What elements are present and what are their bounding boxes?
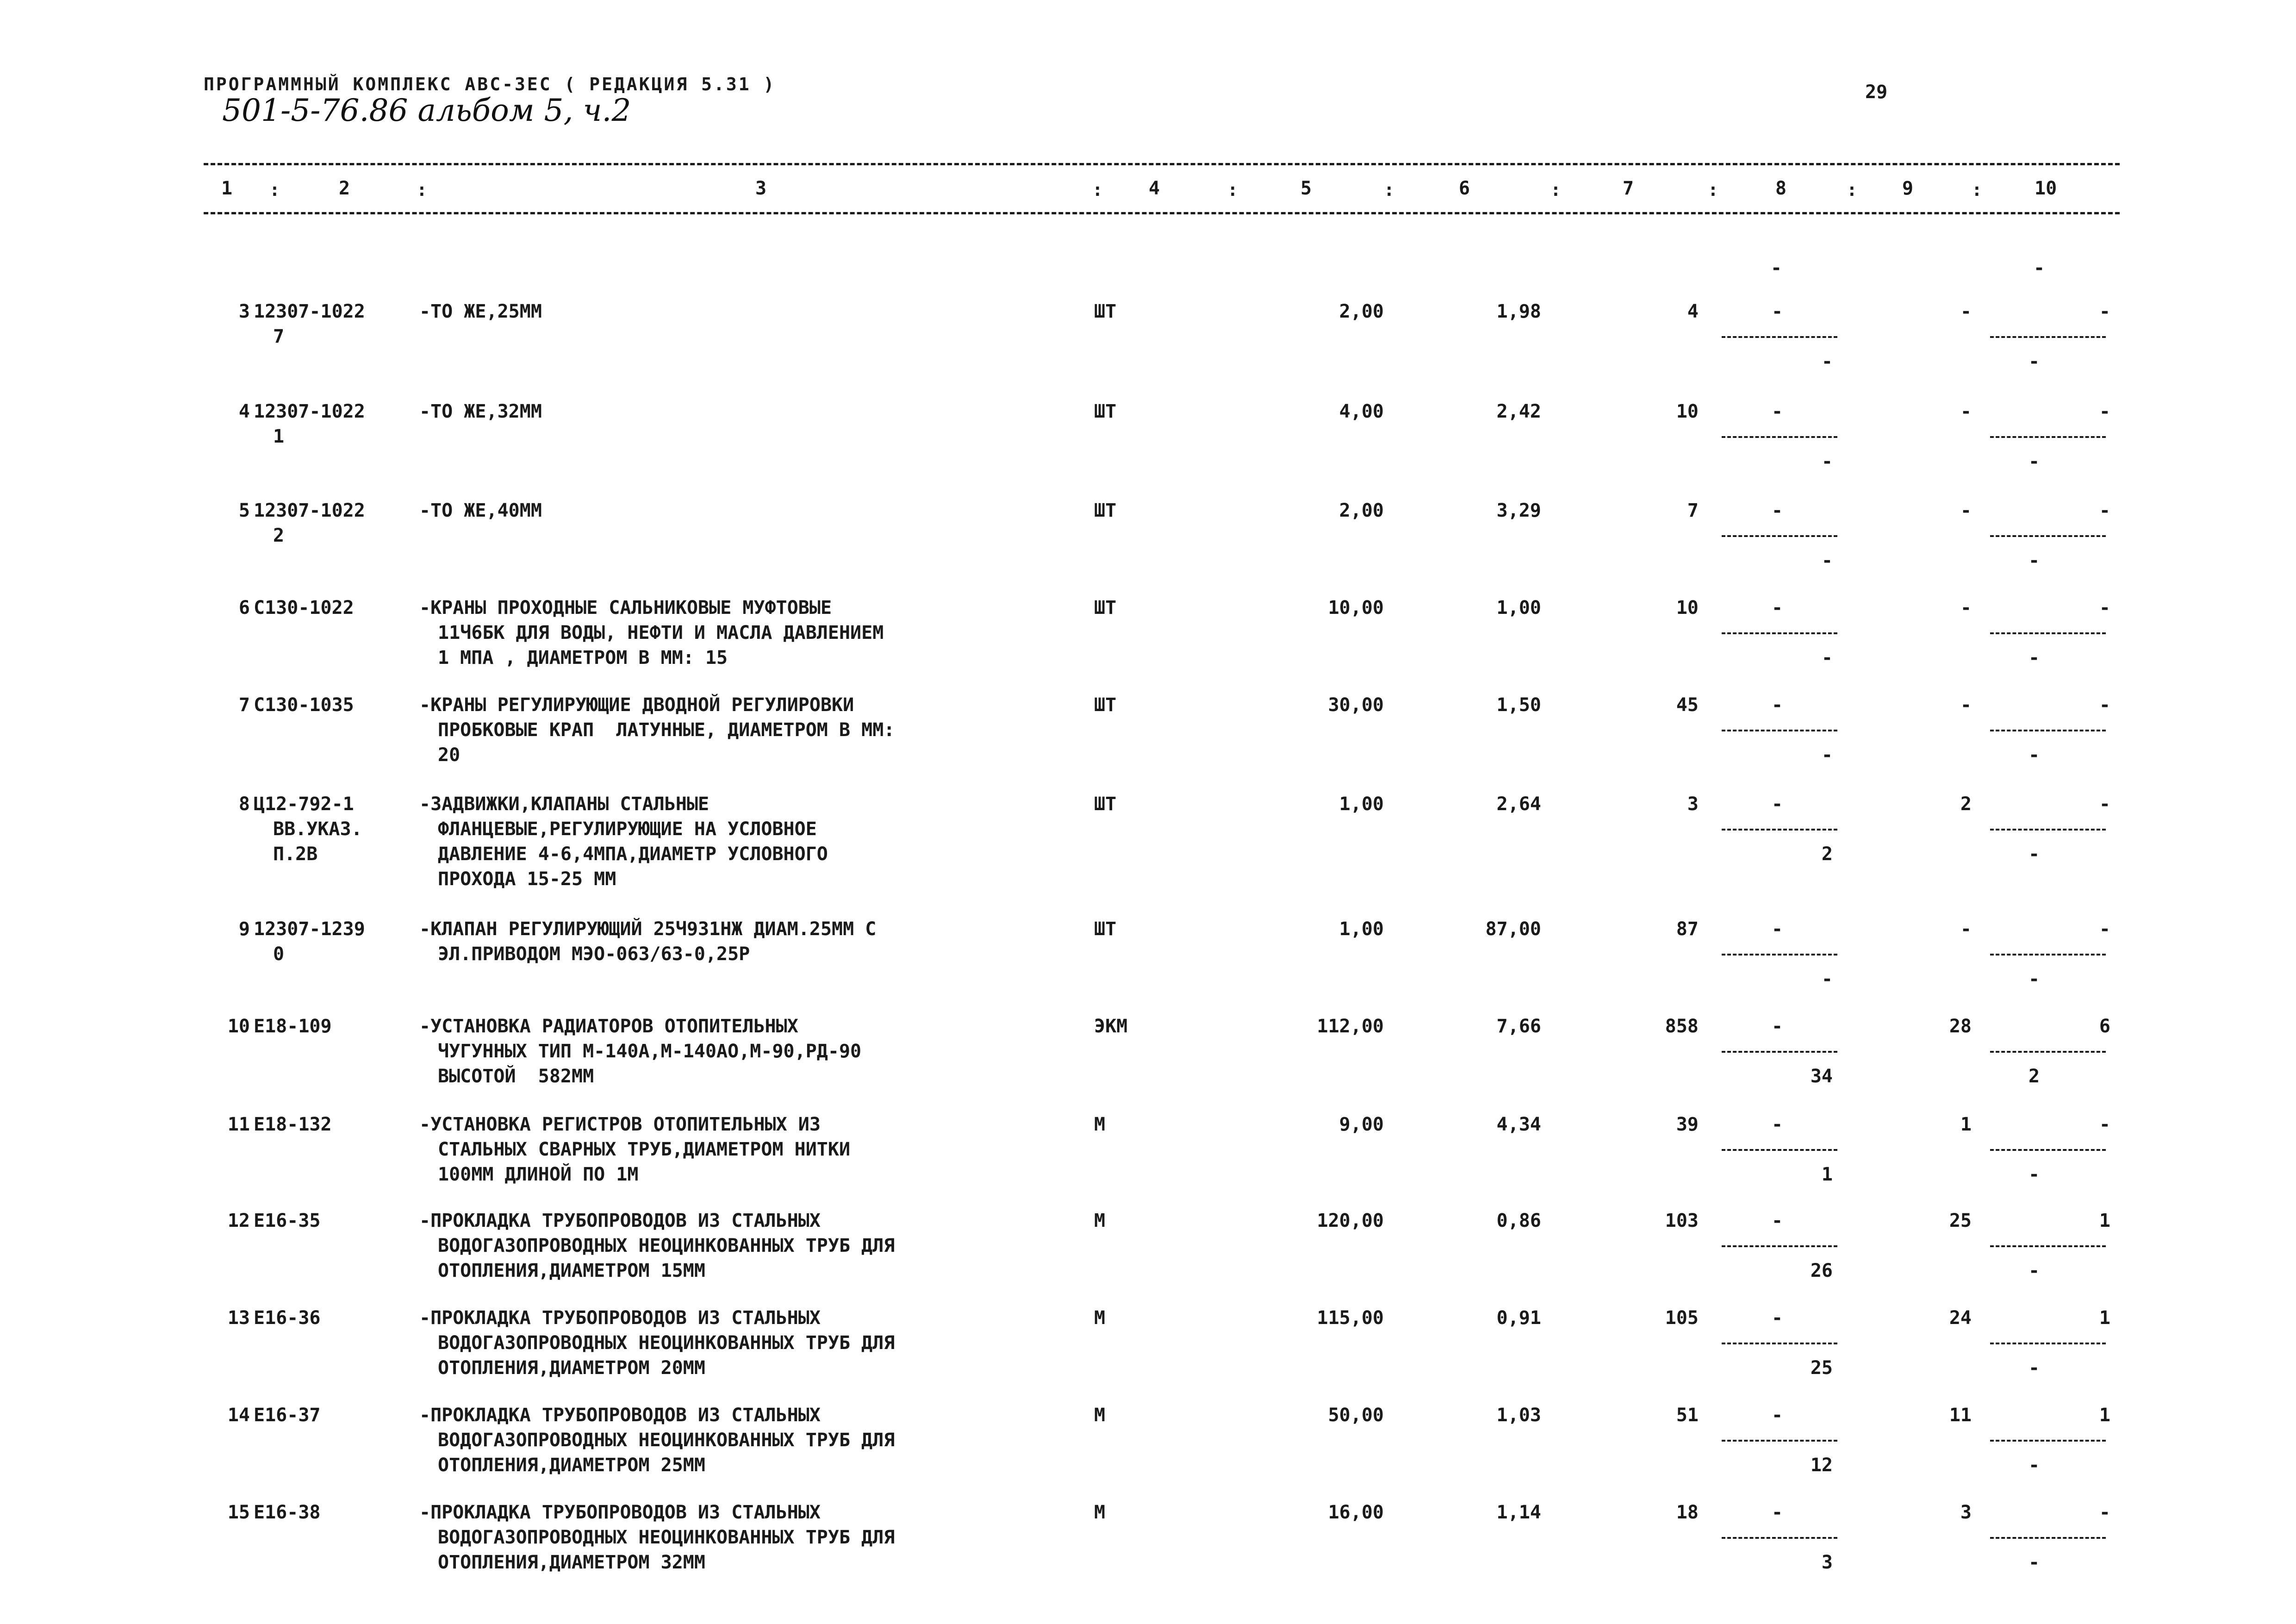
col9-value: -: [1960, 401, 1972, 422]
col10-lower: -: [2028, 1552, 2040, 1573]
col9-value: -: [1960, 301, 1972, 322]
quantity: 1,00: [1339, 918, 1384, 940]
col10-upper: -: [2099, 500, 2110, 521]
column10-top-mark: -: [2034, 257, 2045, 279]
column-separator: :: [269, 180, 280, 200]
col8-lower: 34: [1810, 1066, 1833, 1087]
work-description-line: -ПРОКЛАДКА ТРУБОПРОВОДОВ ИЗ СТАЛЬНЫХ: [419, 1307, 821, 1329]
fraction-divider: [1722, 829, 1837, 831]
col8-upper: -: [1771, 401, 1783, 422]
col8-upper: -: [1771, 500, 1783, 521]
col8-lower: 12: [1810, 1455, 1833, 1476]
rate-code: Е16-38: [254, 1502, 321, 1523]
total-cost: 51: [1676, 1405, 1699, 1426]
fraction-divider: [1722, 730, 1837, 731]
quantity: 120,00: [1317, 1210, 1384, 1231]
work-description-line: ЧУГУННЫХ ТИП М-140А,М-140АО,М-90,РД-90: [438, 1041, 862, 1062]
column-number: 9: [1902, 178, 1914, 199]
col8-lower: 2: [1821, 843, 1833, 865]
col10-lower: -: [2028, 550, 2040, 571]
fraction-divider: [1722, 1051, 1837, 1053]
total-cost: 105: [1665, 1307, 1699, 1329]
page-number: 29: [1865, 81, 1888, 103]
column-separator: :: [1384, 180, 1394, 200]
fraction-divider: [1990, 1440, 2106, 1442]
fraction-divider: [1990, 336, 2106, 338]
column-separator: :: [1972, 180, 1982, 200]
unit: ШТ: [1094, 793, 1117, 815]
row-number: 7: [238, 694, 250, 716]
col8-lower: -: [1821, 550, 1833, 571]
fraction-divider: [1722, 336, 1837, 338]
col10-upper: -: [2099, 401, 2110, 422]
rate-code-line2: 7: [273, 326, 285, 347]
row-number: 15: [227, 1502, 250, 1523]
col9-value: 24: [1949, 1307, 1972, 1329]
work-description-line: -КЛАПАН РЕГУЛИРУЮЩИЙ 25Ч931НЖ ДИАМ.25ММ С: [419, 918, 877, 940]
rate-code: Е18-109: [254, 1016, 332, 1037]
quantity: 2,00: [1339, 500, 1384, 521]
work-description-line: ВОДОГАЗОПРОВОДНЫХ НЕОЦИНКОВАННЫХ ТРУБ ДЛЯ: [438, 1332, 895, 1354]
rate-code: С130-1035: [254, 694, 354, 716]
total-cost: 858: [1665, 1016, 1699, 1037]
col10-lower: -: [2028, 351, 2040, 372]
work-description-line: ОТОПЛЕНИЯ,ДИАМЕТРОМ 15ММ: [438, 1260, 705, 1281]
fraction-divider: [1990, 1537, 2106, 1539]
col10-upper: -: [2099, 597, 2110, 618]
handwritten-album-note: 501-5-76.86 альбом 5, ч.2: [222, 93, 631, 128]
column8-top-mark: -: [1771, 257, 1782, 279]
quantity: 112,00: [1317, 1016, 1384, 1037]
col9-value: 11: [1949, 1405, 1972, 1426]
quantity: 50,00: [1328, 1405, 1384, 1426]
unit-price: 7,66: [1496, 1016, 1541, 1037]
col8-lower: -: [1821, 968, 1833, 990]
rate-code: Е18-132: [254, 1114, 332, 1135]
rate-code: 12307-1022: [254, 401, 365, 422]
total-cost: 4: [1687, 301, 1699, 322]
fraction-divider: [1990, 954, 2106, 956]
col9-value: 1: [1960, 1114, 1972, 1135]
total-cost: 39: [1676, 1114, 1699, 1135]
work-description-line: ВОДОГАЗОПРОВОДНЫХ НЕОЦИНКОВАННЫХ ТРУБ ДЛЯ: [438, 1527, 895, 1548]
work-description-line: 100ММ ДЛИНОЙ ПО 1М: [438, 1164, 639, 1185]
rate-code: Ц12-792-1: [254, 793, 354, 815]
column-number: 2: [339, 178, 350, 199]
rate-code: 12307-1239: [254, 918, 365, 940]
fraction-divider: [1990, 1149, 2106, 1151]
column-number: 1: [221, 178, 233, 199]
row-number: 6: [238, 597, 250, 618]
col8-upper: -: [1771, 1210, 1783, 1231]
rate-code-line2: 0: [273, 943, 285, 965]
col8-upper: -: [1771, 793, 1783, 815]
col8-upper: -: [1771, 1502, 1783, 1523]
col10-lower: 2: [2028, 1066, 2040, 1087]
work-description-line: -УСТАНОВКА РЕГИСТРОВ ОТОПИТЕЛЬНЫХ ИЗ: [419, 1114, 821, 1135]
col10-upper: -: [2099, 1502, 2110, 1523]
col10-lower: -: [2028, 647, 2040, 668]
col8-lower: -: [1821, 451, 1833, 472]
col10-lower: -: [2028, 1455, 2040, 1476]
work-description-line: -ТО ЖЕ,25ММ: [419, 301, 542, 322]
header-top-rule: [204, 163, 2120, 165]
col8-lower: -: [1821, 647, 1833, 668]
rate-code: Е16-37: [254, 1405, 321, 1426]
col8-lower: 1: [1821, 1164, 1833, 1185]
rate-code: 12307-1022: [254, 301, 365, 322]
col8-lower: -: [1821, 744, 1833, 766]
row-number: 14: [227, 1405, 250, 1426]
quantity: 2,00: [1339, 301, 1384, 322]
col9-value: 3: [1960, 1502, 1972, 1523]
work-description-line: -УСТАНОВКА РАДИАТОРОВ ОТОПИТЕЛЬНЫХ: [419, 1016, 798, 1037]
unit: М: [1094, 1210, 1106, 1231]
unit-price: 87,00: [1485, 918, 1541, 940]
col10-upper: -: [2099, 1114, 2110, 1135]
work-description-line: -ТО ЖЕ,40ММ: [419, 500, 542, 521]
work-description-line: ОТОПЛЕНИЯ,ДИАМЕТРОМ 25ММ: [438, 1455, 705, 1476]
unit: ШТ: [1094, 500, 1117, 521]
work-description-line: -ТО ЖЕ,32ММ: [419, 401, 542, 422]
row-number: 3: [238, 301, 250, 322]
col10-lower: -: [2028, 451, 2040, 472]
row-number: 8: [238, 793, 250, 815]
col8-upper: -: [1771, 694, 1783, 716]
work-description-line: -ПРОКЛАДКА ТРУБОПРОВОДОВ ИЗ СТАЛЬНЫХ: [419, 1210, 821, 1231]
fraction-divider: [1722, 632, 1837, 634]
unit-price: 2,64: [1496, 793, 1541, 815]
column-separator: :: [1227, 180, 1238, 200]
column-number: 4: [1149, 178, 1160, 199]
row-number: 13: [227, 1307, 250, 1329]
col10-lower: -: [2028, 1260, 2040, 1281]
col8-upper: -: [1771, 918, 1783, 940]
col10-lower: -: [2028, 1357, 2040, 1379]
unit-price: 1,14: [1496, 1502, 1541, 1523]
row-number: 9: [238, 918, 250, 940]
unit: М: [1094, 1405, 1106, 1426]
work-description-line: ДАВЛЕНИЕ 4-6,4МПА,ДИАМЕТР УСЛОВНОГО: [438, 843, 828, 865]
total-cost: 10: [1676, 597, 1699, 618]
fraction-divider: [1722, 1440, 1837, 1442]
col8-lower: 26: [1810, 1260, 1833, 1281]
col8-upper: -: [1771, 1405, 1783, 1426]
rate-code: С130-1022: [254, 597, 354, 618]
unit-price: 1,98: [1496, 301, 1541, 322]
work-description-line: 11Ч6БК ДЛЯ ВОДЫ, НЕФТИ И МАСЛА ДАВЛЕНИЕМ: [438, 622, 884, 643]
work-description-line: ФЛАНЦЕВЫЕ,РЕГУЛИРУЮЩИЕ НА УСЛОВНОЕ: [438, 818, 817, 840]
work-description-line: ВОДОГАЗОПРОВОДНЫХ НЕОЦИНКОВАННЫХ ТРУБ ДЛЯ: [438, 1430, 895, 1451]
col10-upper: -: [2099, 793, 2110, 815]
unit-price: 1,03: [1496, 1405, 1541, 1426]
total-cost: 45: [1676, 694, 1699, 716]
row-number: 11: [227, 1114, 250, 1135]
unit: ШТ: [1094, 694, 1117, 716]
column-number: 10: [2035, 178, 2057, 199]
work-description-line: ВЫСОТОЙ 582ММ: [438, 1066, 594, 1087]
col9-value: 28: [1949, 1016, 1972, 1037]
col8-lower: 3: [1821, 1552, 1833, 1573]
col10-upper: -: [2099, 918, 2110, 940]
column-number: 5: [1300, 178, 1312, 199]
col8-upper: -: [1771, 597, 1783, 618]
total-cost: 10: [1676, 401, 1699, 422]
col10-lower: -: [2028, 744, 2040, 766]
rate-code: Е16-35: [254, 1210, 321, 1231]
col9-value: -: [1960, 597, 1972, 618]
column-number: 3: [755, 178, 767, 199]
col8-lower: -: [1821, 351, 1833, 372]
rate-code-line3: П.2В: [273, 843, 318, 865]
col10-upper: -: [2099, 301, 2110, 322]
fraction-divider: [1990, 730, 2106, 731]
unit-price: 2,42: [1496, 401, 1541, 422]
work-description-line: -КРАНЫ ПРОХОДНЫЕ САЛЬНИКОВЫЕ МУФТОВЫЕ: [419, 597, 832, 618]
work-description-line: 20: [438, 744, 460, 766]
fraction-divider: [1990, 436, 2106, 438]
work-description-line: -ЗАДВИЖКИ,КЛАПАНЫ СТАЛЬНЫЕ: [419, 793, 709, 815]
unit: ШТ: [1094, 301, 1117, 322]
fraction-divider: [1722, 436, 1837, 438]
column-separator: :: [1092, 180, 1103, 200]
row-number: 10: [227, 1016, 250, 1037]
total-cost: 103: [1665, 1210, 1699, 1231]
col9-value: 2: [1960, 793, 1972, 815]
rate-code-line2: ВВ.УКАЗ.: [273, 818, 362, 840]
quantity: 16,00: [1328, 1502, 1384, 1523]
rate-code: Е16-36: [254, 1307, 321, 1329]
fraction-divider: [1990, 535, 2106, 537]
col10-upper: 6: [2099, 1016, 2110, 1037]
work-description-line: ОТОПЛЕНИЯ,ДИАМЕТРОМ 32ММ: [438, 1552, 705, 1573]
column-separator: :: [1847, 180, 1857, 200]
quantity: 9,00: [1339, 1114, 1384, 1135]
program-header: ПРОГРАММНЫЙ КОМПЛЕКС АВС-3ЕС ( РЕДАКЦИЯ 5.31 ): [204, 74, 776, 94]
total-cost: 18: [1676, 1502, 1699, 1523]
unit: ШТ: [1094, 401, 1117, 422]
unit: ШТ: [1094, 597, 1117, 618]
col10-upper: -: [2099, 694, 2110, 716]
total-cost: 7: [1687, 500, 1699, 521]
work-description-line: ПРОБКОВЫЕ КРАП ЛАТУННЫЕ, ДИАМЕТРОМ В ММ:: [438, 719, 895, 741]
fraction-divider: [1990, 1051, 2106, 1053]
total-cost: 87: [1676, 918, 1699, 940]
work-description-line: ОТОПЛЕНИЯ,ДИАМЕТРОМ 20ММ: [438, 1357, 705, 1379]
fraction-divider: [1990, 632, 2106, 634]
col10-upper: 1: [2099, 1307, 2110, 1329]
fraction-divider: [1722, 1537, 1837, 1539]
row-number: 12: [227, 1210, 250, 1231]
column-number: 6: [1459, 178, 1470, 199]
col8-upper: -: [1771, 1307, 1783, 1329]
unit-price: 4,34: [1496, 1114, 1541, 1135]
rate-code: 12307-1022: [254, 500, 365, 521]
work-description-line: ПРОХОДА 15-25 ММ: [438, 868, 616, 890]
rate-code-line2: 2: [273, 525, 285, 546]
work-description-line: -ПРОКЛАДКА ТРУБОПРОВОДОВ ИЗ СТАЛЬНЫХ: [419, 1405, 821, 1426]
fraction-divider: [1722, 535, 1837, 537]
col9-value: -: [1960, 918, 1972, 940]
unit-price: 0,91: [1496, 1307, 1541, 1329]
work-description-line: ВОДОГАЗОПРОВОДНЫХ НЕОЦИНКОВАННЫХ ТРУБ ДЛЯ: [438, 1235, 895, 1256]
quantity: 115,00: [1317, 1307, 1384, 1329]
col8-upper: -: [1771, 1016, 1783, 1037]
work-description-line: 1 МПА , ДИАМЕТРОМ В ММ: 15: [438, 647, 728, 668]
column-number: 8: [1775, 178, 1787, 199]
work-description-line: -КРАНЫ РЕГУЛИРУЮЩИЕ ДВОДНОЙ РЕГУЛИРОВКИ: [419, 694, 854, 716]
unit: М: [1094, 1307, 1106, 1329]
quantity: 4,00: [1339, 401, 1384, 422]
row-number: 4: [238, 401, 250, 422]
fraction-divider: [1722, 1343, 1837, 1344]
rate-code-line2: 1: [273, 426, 285, 447]
total-cost: 3: [1687, 793, 1699, 815]
col9-value: -: [1960, 500, 1972, 521]
col10-upper: 1: [2099, 1405, 2110, 1426]
row-number: 5: [238, 500, 250, 521]
quantity: 1,00: [1339, 793, 1384, 815]
col8-upper: -: [1771, 1114, 1783, 1135]
col9-value: -: [1960, 694, 1972, 716]
quantity: 30,00: [1328, 694, 1384, 716]
unit-price: 1,00: [1496, 597, 1541, 618]
col10-lower: -: [2028, 1164, 2040, 1185]
fraction-divider: [1722, 1149, 1837, 1151]
unit: ШТ: [1094, 918, 1117, 940]
unit: М: [1094, 1502, 1106, 1523]
fraction-divider: [1990, 1245, 2106, 1247]
work-description-line: ЭЛ.ПРИВОДОМ МЭО-063/63-0,25Р: [438, 943, 750, 965]
col10-lower: -: [2028, 968, 2040, 990]
column-number: 7: [1623, 178, 1634, 199]
column-separator: :: [1550, 180, 1561, 200]
col8-upper: -: [1771, 301, 1783, 322]
fraction-divider: [1990, 1343, 2106, 1344]
unit: ЭКМ: [1094, 1016, 1128, 1037]
quantity: 10,00: [1328, 597, 1384, 618]
fraction-divider: [1722, 954, 1837, 956]
work-description-line: -ПРОКЛАДКА ТРУБОПРОВОДОВ ИЗ СТАЛЬНЫХ: [419, 1502, 821, 1523]
fraction-divider: [1722, 1245, 1837, 1247]
column-separator: :: [1708, 180, 1718, 200]
col10-lower: -: [2028, 843, 2040, 865]
col8-lower: 25: [1810, 1357, 1833, 1379]
col9-value: 25: [1949, 1210, 1972, 1231]
unit-price: 3,29: [1496, 500, 1541, 521]
unit-price: 1,50: [1496, 694, 1541, 716]
work-description-line: СТАЛЬНЫХ СВАРНЫХ ТРУБ,ДИАМЕТРОМ НИТКИ: [438, 1139, 851, 1160]
column-separator: :: [417, 180, 427, 200]
fraction-divider: [1990, 829, 2106, 831]
unit: М: [1094, 1114, 1106, 1135]
header-bottom-rule: [204, 212, 2120, 214]
unit-price: 0,86: [1496, 1210, 1541, 1231]
col10-upper: 1: [2099, 1210, 2110, 1231]
